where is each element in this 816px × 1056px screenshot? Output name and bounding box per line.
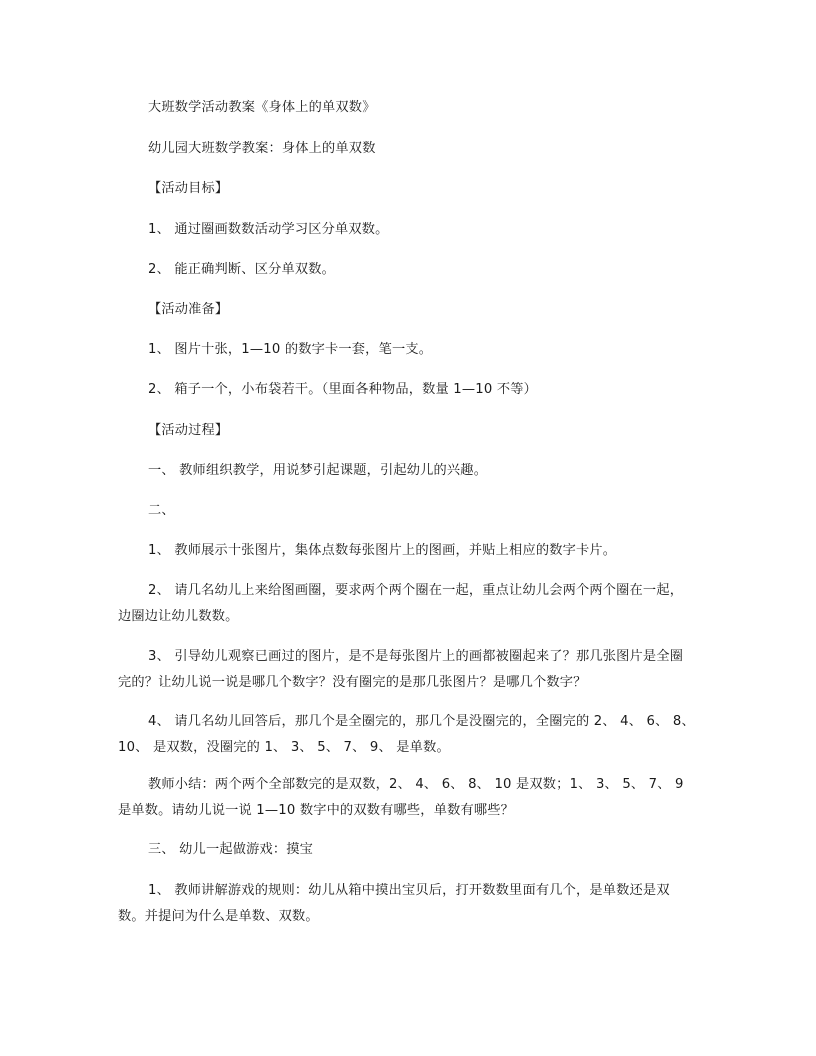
prep-item-2: 2、 箱子一个，小布袋若干。（里面各种物品，数量 1—10 不等） bbox=[148, 382, 538, 397]
heading-goals: 【活动目标】 bbox=[148, 181, 229, 196]
process-step-3: 三、 幼儿一起做游戏：摸宝 bbox=[148, 842, 314, 857]
prep-item-1: 1、 图片十张，1—10 的数字卡一套，笔一支。 bbox=[148, 342, 433, 357]
process-step-2-item-2: 2、 请几名幼儿上来给图画圈，要求两个两个圈在一起，重点让幼儿会两个两个圈在一起，边圈边让幼儿数数。 bbox=[118, 583, 684, 624]
teacher-summary: 教师小结：两个两个全部数完的是双数，2、 4、 6、 8、 10 是双数；1、 3、 5、 7、 9 是单数。请幼儿说一说 1—10 数字中的双数有哪些，单数有哪些？ bbox=[118, 777, 684, 818]
process-step-2-item-1: 1、 教师展示十张图片，集体点数每张图片上的图画，并贴上相应的数字卡片。 bbox=[148, 543, 617, 558]
document-title: 大班数学活动教案《身体上的单双数》 bbox=[148, 100, 376, 115]
process-step-2-item-3: 3、 引导幼儿观察已画过的图片，是不是每张图片上的画都被圈起来了？那几张图片是全圈完的？让幼儿说一说是哪几个数字？没有圈完的是那几张图片？是哪几个数字？ bbox=[118, 649, 684, 690]
process-step-2: 二、 bbox=[148, 503, 175, 518]
process-step-3-item-1: 1、 教师讲解游戏的规则：幼儿从箱中摸出宝贝后，打开数数里面有几个，是单数还是双数。并提问为什么是单数、双数。 bbox=[118, 883, 670, 924]
heading-process: 【活动过程】 bbox=[148, 423, 229, 438]
goal-item-2: 2、 能正确判断、区分单双数。 bbox=[148, 262, 336, 277]
process-step-1: 一、 教师组织教学，用说梦引起课题，引起幼儿的兴趣。 bbox=[148, 463, 488, 478]
document-subtitle: 幼儿园大班数学教案：身体上的单双数 bbox=[148, 141, 376, 156]
goal-item-1: 1、 通过圈画数数活动学习区分单双数。 bbox=[148, 222, 389, 237]
heading-preparation: 【活动准备】 bbox=[148, 302, 229, 317]
process-step-2-item-4: 4、 请几名幼儿回答后，那几个是全圈完的，那几个是没圈完的，全圈完的 2、 4、 6、 8、 10、 是双数，没圈完的 1、 3、 5、 7、 9、 是单数。 bbox=[118, 714, 695, 755]
